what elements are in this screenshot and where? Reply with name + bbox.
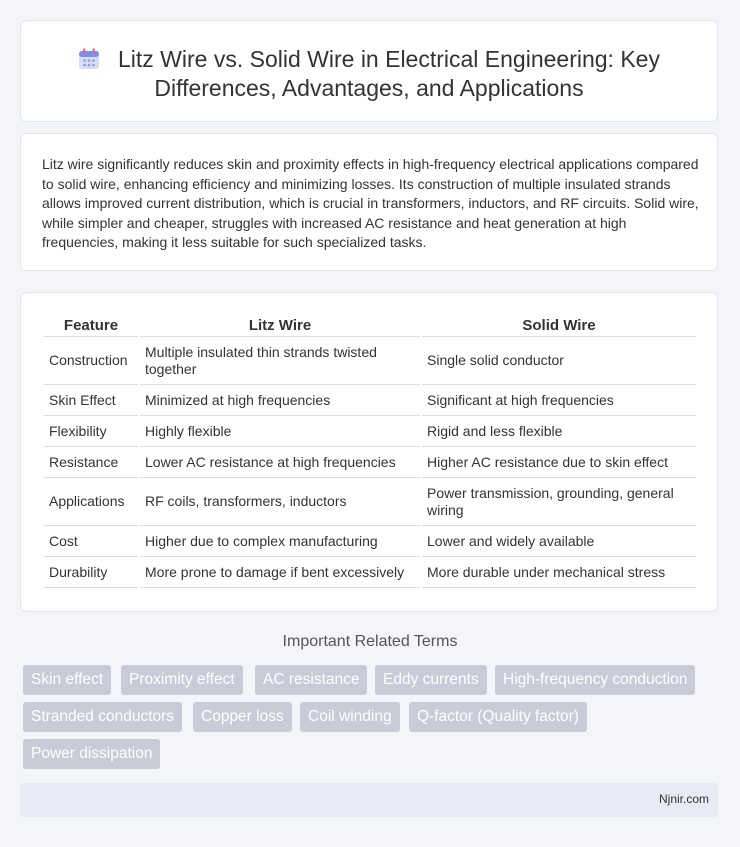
table-row [44, 447, 696, 478]
table-cell: Flexibility [44, 416, 138, 447]
footer-site-link[interactable]: Njnir.com [658, 792, 709, 806]
table-row [44, 385, 696, 416]
table-cell: Higher AC resistance due to skin effect [422, 447, 696, 478]
header-solid: Solid Wire [422, 314, 696, 337]
tag-eddy-currents[interactable]: Eddy currents [375, 665, 487, 695]
tag-coil-winding[interactable]: Coil winding [300, 702, 400, 732]
tag-high-frequency-conduction[interactable]: High-frequency conduction [495, 665, 695, 695]
table-cell: Durability [44, 557, 138, 588]
table-cell: Significant at high frequencies [422, 385, 696, 416]
tag-ac-resistance[interactable]: AC resistance [255, 665, 367, 695]
header-feature: Feature [44, 314, 138, 337]
table-cell: RF coils, transformers, inductors [140, 478, 420, 526]
table-cell: Applications [44, 478, 138, 526]
table-cell: Cost [44, 526, 138, 557]
table-row [44, 557, 696, 588]
comparison-card [20, 292, 718, 612]
table-row [44, 416, 696, 447]
tag-proximity-effect[interactable]: Proximity effect [121, 665, 243, 695]
table-cell: More prone to damage if bent excessively [140, 557, 420, 588]
table-row [44, 526, 696, 557]
tag-copper-loss[interactable]: Copper loss [193, 702, 292, 732]
calendar-icon [78, 48, 100, 70]
table-cell: Higher due to complex manufacturing [140, 526, 420, 557]
tag-power-dissipation[interactable]: Power dissipation [23, 739, 160, 769]
table-cell: More durable under mechanical stress [422, 557, 696, 588]
table-row [44, 478, 696, 526]
table-cell: Power transmission, grounding, general wiring [422, 478, 696, 526]
tag-skin-effect[interactable]: Skin effect [23, 665, 111, 695]
table-row [44, 337, 696, 385]
title-card [20, 20, 718, 122]
table-cell: Single solid conductor [422, 337, 696, 385]
intro-paragraph: Litz wire significantly reduces skin and proximity effects in high-frequency electrical applications compared to solid wire, enhancing efficiency and minimizing losses. Its construction of multiple insulated strands allows improved current distribution, which is crucial in transformers, inductors, and RF circuits. Solid wire, while simpler and cheaper, struggles with increased AC resistance and heat generation at high frequencies, making it less suitable for such specialized tasks. [42, 156, 699, 251]
table-header-row [44, 314, 696, 337]
intro-card [20, 133, 718, 271]
page-title [21, 45, 717, 103]
table-cell: Skin Effect [44, 385, 138, 416]
table-cell: Resistance [44, 447, 138, 478]
tag-stranded-conductors[interactable]: Stranded conductors [23, 702, 182, 732]
table-cell: Multiple insulated thin strands twisted together [140, 337, 420, 385]
table-cell: Rigid and less flexible [422, 416, 696, 447]
table-cell: Minimized at high frequencies [140, 385, 420, 416]
table-cell: Highly flexible [140, 416, 420, 447]
table-cell: Lower AC resistance at high frequencies [140, 447, 420, 478]
table-cell: Lower and widely available [422, 526, 696, 557]
related-terms-title: Important Related Terms [282, 633, 458, 650]
comparison-table [42, 314, 698, 588]
header-litz: Litz Wire [140, 314, 420, 337]
table-cell: Construction [44, 337, 138, 385]
page-title-text: Litz Wire vs. Solid Wire in Electrical Engineering: Key Differences, Advantages, and Applications [118, 46, 660, 101]
footer [20, 783, 718, 817]
tag-q-factor[interactable]: Q-factor (Quality factor) [409, 702, 587, 732]
